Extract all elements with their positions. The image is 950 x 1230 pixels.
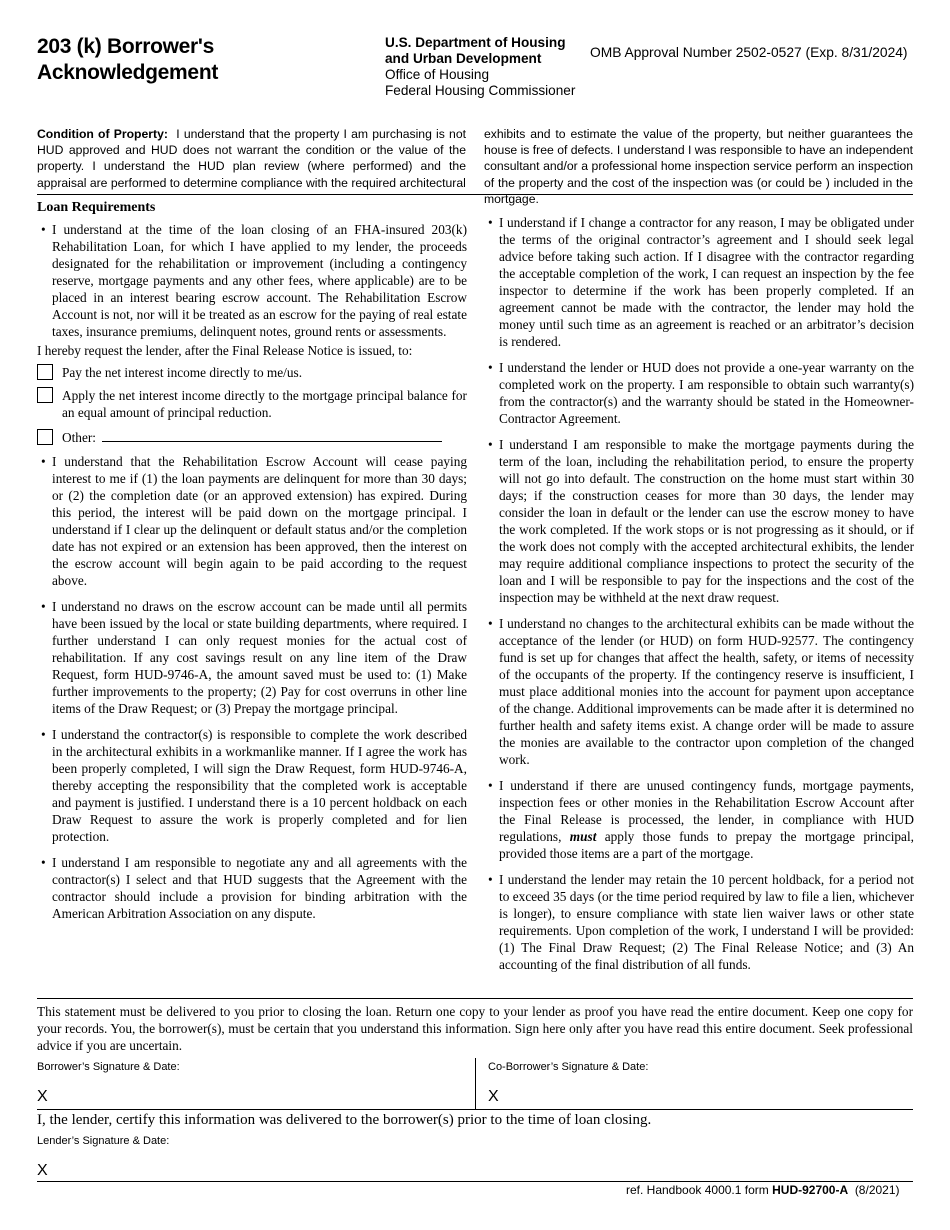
condition-left-text: I understand that the property I am purchasing is not HUD approved and HUD does not warrant the condition or the value of the property. I understand the HUD plan review (where performed) and the appraisal are performed to determine compliance with the required architectural [37, 127, 466, 190]
agency-line2: and Urban Development [385, 51, 542, 66]
signature-top-rule [37, 998, 913, 999]
loan-bullet-7: • I understand the lender or HUD does not provide a one-year warranty on the completed work on the property. I am responsible to obtain such warranty(s) from the contractor(s) and the warranty should be stated in the Homeowner-Contractor Agreement. [484, 359, 914, 427]
lender-signature-field[interactable]: X [37, 1162, 48, 1179]
option-other-label: Other: [62, 430, 96, 445]
section-divider [37, 194, 913, 195]
coborrower-signature-field[interactable]: X [488, 1088, 499, 1105]
loan-bullet-5: • I understand I am responsible to negotiate any and all agreements with the contractor(s) I select and that HUD suggests that the Agreement with the contractor should include a provision for binding arbitration with the American Arbitration Association on any dispute. [37, 854, 467, 922]
form-footer [626, 1183, 900, 1197]
option-apply-principal[interactable] [37, 387, 467, 421]
coborrower-signature-label: Co-Borrower’s Signature & Date: [488, 1061, 649, 1073]
loan-right-column [484, 214, 914, 982]
loan-bullet-4: • I understand the contractor(s) is responsible to complete the work described in the architectural exhibits in a workmanlike manner. If I agree the work has been properly completed, I will sign the Draw Request, form HUD-9746-A, thereby accepting the responsibility that the completed work is acceptable and payment is justified. I understand there is a 10 percent holdback on each Draw Request to assure the work is properly completed and for lien protection. [37, 726, 467, 845]
loan-bullet-10-b: apply those funds to prepay the mortgage principal, provided those items are a part of the mortgage. [499, 829, 914, 861]
loan-bullet-3: • I understand no draws on the escrow account can be made until all permits have been issued by the local or state building departments, where required. I further understand I can only request monies for the actual cost of rehabilitation. If any cost savings result on any line item of the Draw Request, form HUD-9746-A, the amount saved must be used to: (1) Make further improvements to the property; (2) Pay for cost overruns in other line items of the Draw Request; or (3) Prepay the mortgage principal. [37, 598, 467, 717]
option-pay-me[interactable] [37, 364, 467, 382]
agency-line3: Office of Housing [385, 67, 490, 82]
borrower-signature-field[interactable]: X [37, 1088, 48, 1105]
loan-left-column [37, 199, 467, 931]
option-apply-principal-label: Apply the net interest income directly to the mortgage principal balance for an equal amount of principal reduction. [62, 388, 467, 420]
option-other[interactable] [37, 429, 467, 447]
option-pay-me-label: Pay the net interest income directly to me/us. [62, 365, 303, 380]
form-title-line2: Acknowledgement [37, 61, 219, 84]
checkbox-other[interactable] [37, 429, 53, 445]
lender-certification: I, the lender, certify this information was delivered to the borrower(s) prior to the time of loan closing. [37, 1112, 652, 1128]
footer-form-number: HUD-92700-A [772, 1183, 849, 1197]
condition-left [37, 126, 466, 191]
loan-bullet-1: • I understand at the time of the loan closing of an FHA-insured 203(k) Rehabilitation Loan, for which I have applied to my lender, the proceeds designated for the rehabilitation or improvement (including a contingency reserve, mortgage payments and any other fees, where applicable) are to be placed in an interest bearing escrow account. The Rehabilitation Escrow Account is not, nor will it be treated as an escrow for the paying of real estate taxes, insurance premiums, delinquent notes, ground rents or assessments. [37, 221, 467, 340]
agency-line4: Federal Housing Commissioner [385, 83, 576, 98]
loan-request: I hereby request the lender, after the Final Release Notice is issued, to: [37, 343, 413, 358]
form-title-line1: 203 (k) Borrower's [37, 35, 214, 58]
loan-bullet-10 [484, 777, 914, 862]
delivery-statement: This statement must be delivered to you prior to closing the loan. Return one copy to your lender as proof you have read the entire document. Keep one copy for your records. You, the borrower(s), must be certain that you understand this information. Sign here only after you have read this entire document. Seek professional advice if you are uncertain. [37, 1004, 913, 1053]
loan-heading: Loan Requirements [37, 200, 156, 215]
agency-line1: U.S. Department of Housing [385, 35, 566, 50]
lender-signature-line [37, 1181, 913, 1182]
loan-bullet-9: • I understand no changes to the architectural exhibits can be made without the acceptance of the lender (or HUD) on form HUD-92577. The contingency fund is set up for changes that affect the health, safety, or items of necessity of the occupants of the property. If the contingency reserve is insufficient, I must place additional monies into the account for payment upon acceptance of the change. Additional improvements can be made after it is determined no further health and safety items exist. A change order will be made to assure the monies are available to the contractor upon completion of the changed work. [484, 615, 914, 768]
agency-block [385, 35, 575, 99]
footer-ref: ref. Handbook 4000.1 form [626, 1183, 769, 1197]
omb-approval: OMB Approval Number 2502-0527 (Exp. 8/31/2024) [590, 45, 908, 60]
borrower-signature-line [37, 1109, 913, 1110]
loan-bullet-2: • I understand that the Rehabilitation Escrow Account will cease paying interest to me if (1) the loan payments are delinquent for more than 30 days; or (2) the completion date (or an approved extension) has expired. During this period, the interest will be paid down on the mortgage principal. I understand if I clear up the delinquent or default status and/or the completion date has not expired or an extension has been approved, then the interest on the escrow account will begin again to be paid according to the request above. [37, 453, 467, 589]
other-input-line[interactable] [102, 430, 442, 442]
loan-bullet-10-a: I understand if there are unused contingency funds, mortgage payments, inspection fees or other monies in the Rehabilitation Escrow Account after the Final Release is processed, the lender, in compliance with HUD regulations, [499, 778, 914, 844]
loan-bullet-10-must: must [569, 829, 597, 844]
condition-right: exhibits and to estimate the value of the property, but neither guarantees the house is free of defects. I understand I was responsible to have an independent consultant and/or a professional home inspection service perform an inspection of the property and the cost of the inspection was (or could be ) included in the mortgage. [484, 127, 913, 206]
borrower-signature-label: Borrower’s Signature & Date: [37, 1061, 180, 1073]
footer-date: (8/2021) [854, 1183, 900, 1197]
signature-divider [475, 1058, 476, 1110]
checkbox-apply-principal[interactable] [37, 387, 53, 403]
loan-bullet-11: • I understand the lender may retain the 10 percent holdback, for a period not to exceed 35 days (or the time period required by law to file a lien, whichever is longer), to ensure compliance with state lien waiver laws or other state requirements. Upon completion of the work, I understand I will be provided: (1) The Final Draw Request; (2) The Final Release Notice; and (3) An accounting of the final distribution of all funds. [484, 871, 914, 973]
loan-bullet-6: • I understand if I change a contractor for any reason, I may be obligated under the terms of the original contractor’s agreement and I should seek legal advice before taking such action. If I disagree with the contractor regarding the acceptable completion of the work, I can request an inspection by the fee inspector to determine if the work has been properly completed. If an agreement cannot be made with the contractor, the lender may hold the money until such time as an agreement is reached or an arbitrator’s decision is rendered. [484, 214, 914, 350]
condition-label: Condition of Property: [37, 127, 168, 141]
loan-bullet-8: • I understand I am responsible to make the mortgage payments during the term of the loan, including the rehabilitation period, to ensure the property will not go into default. The construction on the home must start within 30 days; if the construction ceases for more than 30 days, the lender may consider the loan in default or the lender can use the escrow money to have the work completed. If the work stops or is not progressing as it should, or if the work does not comply with the accepted architectural exhibits, the lender may require additional compliance inspections to protect the security of the loan and I will be responsible to pay for the inspections and the cost of the inspection may be withheld at the next draw request. [484, 436, 914, 606]
form-title [37, 34, 218, 86]
checkbox-pay-me[interactable] [37, 364, 53, 380]
lender-signature-label: Lender’s Signature & Date: [37, 1135, 170, 1147]
